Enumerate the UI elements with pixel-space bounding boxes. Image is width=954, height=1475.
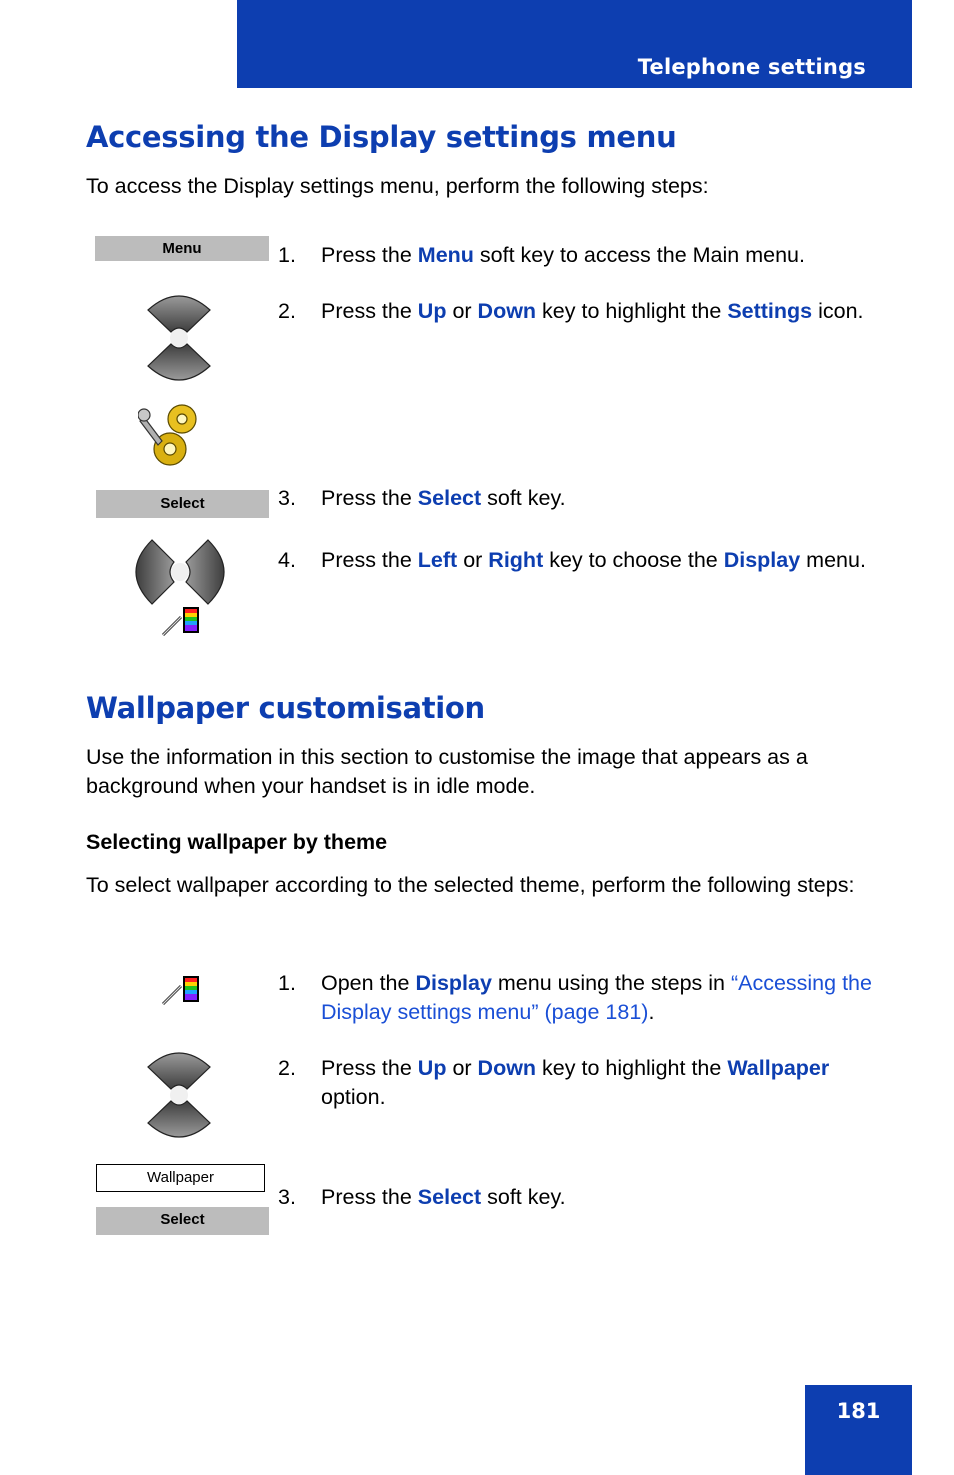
step-4-choose-display: 4. Press the Left or Right key to choose the Display menu. [278,548,866,572]
step-1-press-menu: 1. Press the Menu soft key to access the Main menu. [278,243,805,267]
section-title-wallpaper: Wallpaper customisation [86,691,485,725]
step-3-press-select: 3. Press the Select soft key. [278,486,566,510]
step-2-highlight-settings: 2. Press the Up or Down key to highlight the Settings icon. [278,299,864,323]
display-icon [161,605,201,637]
page-number-box [805,1385,912,1475]
section-title-display-settings: Accessing the Display settings menu [86,120,677,154]
header-bar [237,0,912,88]
cross-reference-link[interactable]: “Accessing the Display settings menu” (page 181) [321,971,872,1024]
menu-softkey[interactable]: Menu [95,236,269,261]
section-intro: To access the Display settings menu, perform the following steps: [86,174,709,198]
wallpaper-intro: Use the information in this section to customise the image that appears as a background when your handset is in idle mode. [86,745,808,798]
nav-up-down-icon [143,1045,215,1145]
theme-intro: To select wallpaper according to the selected theme, perform the following steps: [86,873,855,897]
step-3-press-select: 3. Press the Select soft key. [278,1185,566,1209]
step-2-highlight-wallpaper: 2. Press the Up or Down key to highlight the Wallpaper option. [278,1056,830,1109]
nav-left-right-icon [128,536,232,608]
wallpaper-screen-label: Wallpaper [96,1164,265,1192]
select-softkey[interactable]: Select [96,1207,269,1235]
nav-up-down-icon [143,288,215,388]
step-1-open-display: 1. Open the Display menu using the steps in “Accessing the Display settings menu” (page 181). [278,971,872,1024]
subsection-title-theme: Selecting wallpaper by theme [86,830,388,854]
header-title: Telephone settings [637,55,866,79]
display-icon [161,974,201,1006]
page-number: 181 [836,1399,881,1423]
select-softkey[interactable]: Select [96,490,269,518]
settings-gears-icon [138,401,202,473]
